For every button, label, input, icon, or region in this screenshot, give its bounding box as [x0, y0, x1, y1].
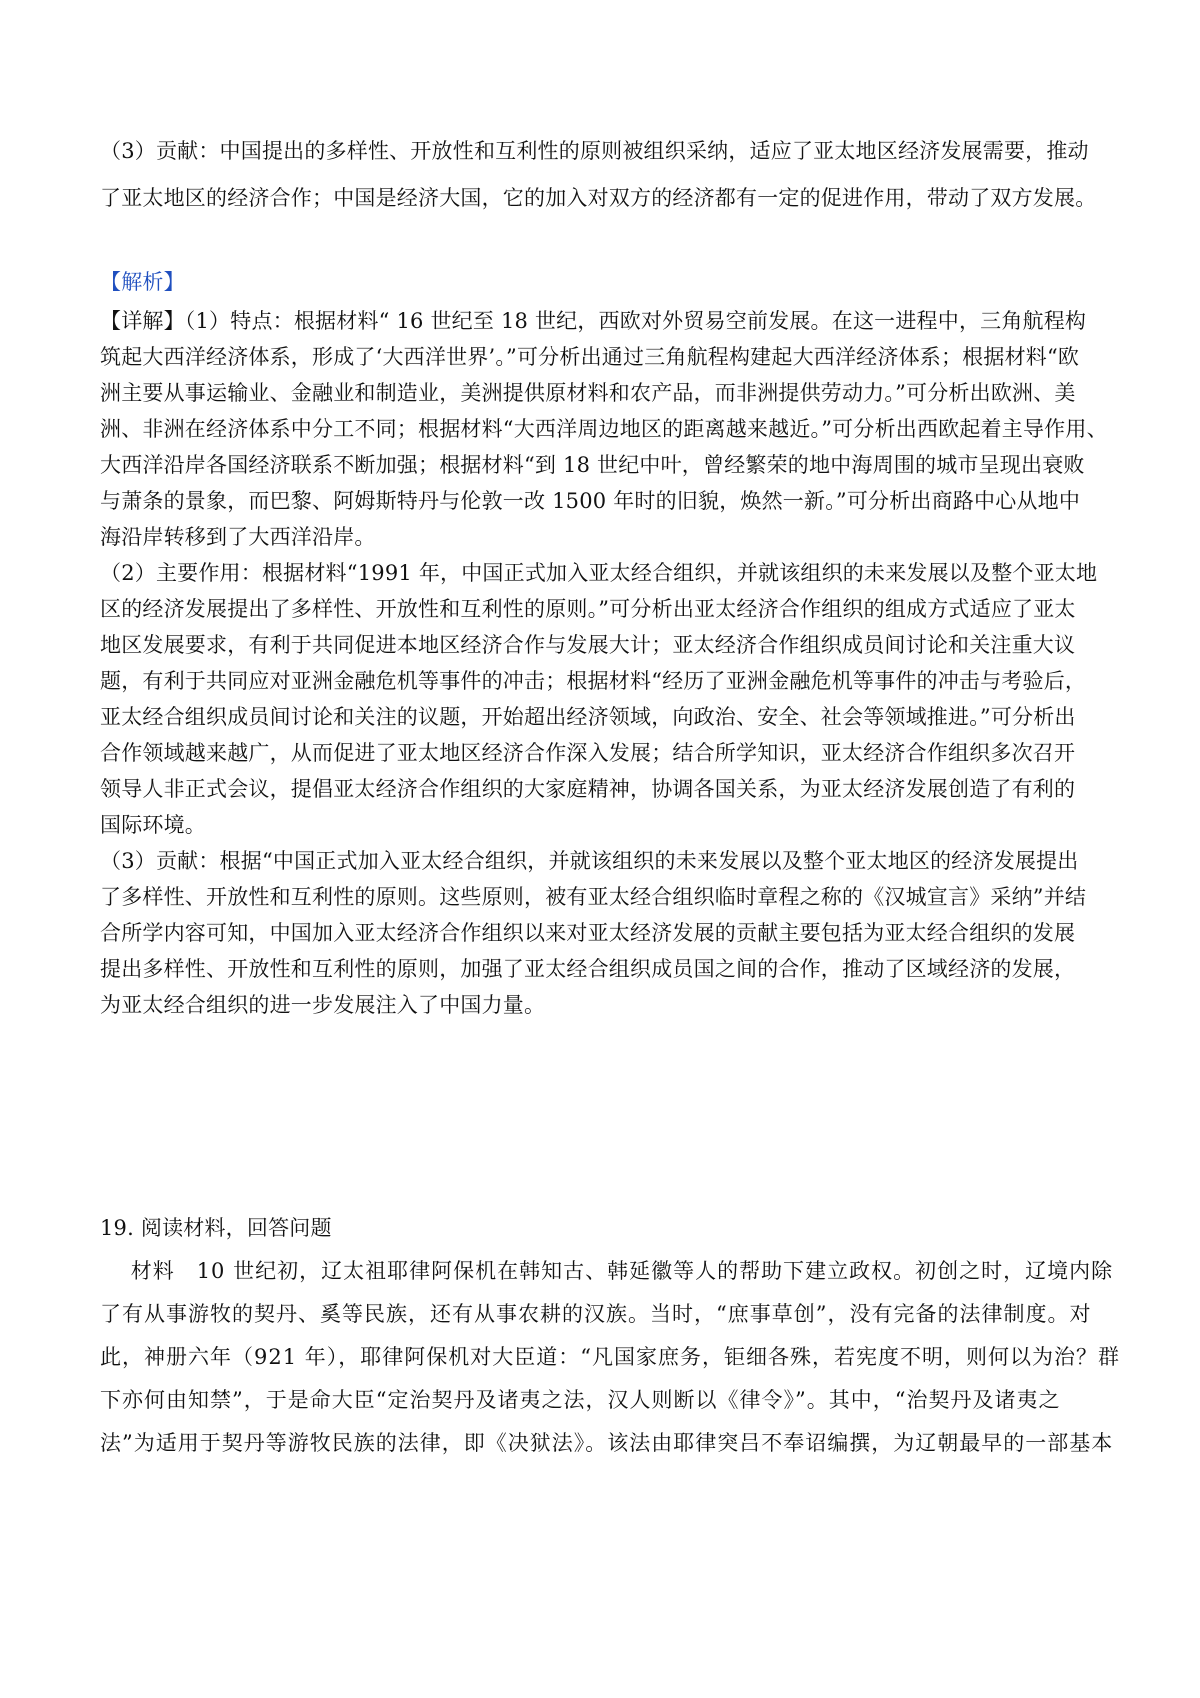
detail-line: 【详解】（1）特点：根据材料“ 16 世纪至 18 世纪，西欧对外贸易空前发展。在这一进程中，三角航程构	[100, 309, 1087, 333]
detail-line: 海沿岸转移到了大西洋沿岸。	[100, 525, 376, 549]
material-line: 了有从事游牧的契丹、奚等民族，还有从事农耕的汉族。当时，“庶事草创”，没有完备的法律制度。对	[100, 1302, 1092, 1326]
detail-line: 亚太经合组织成员间讨论和关注的议题，开始超出经济领域，向政治、安全、社会等领域推进。”可分析出	[100, 705, 1076, 729]
detail-line: 大西洋沿岸各国经济联系不断加强；根据材料“到 18 世纪中叶，曾经繁荣的地中海周围的城市呈现出衰败	[100, 453, 1085, 477]
material-line: 材料 10 世纪初，辽太祖耶律阿保机在韩知古、韩延徽等人的帮助下建立政权。初创之时，辽境内除	[100, 1259, 1114, 1283]
detail-line: 合所学内容可知，中国加入亚太经济合作组织以来对亚太经济发展的贡献主要包括为亚太经合组织的发展	[100, 921, 1076, 945]
question-19-block	[100, 1210, 1120, 1461]
detail-line: 为亚太经合组织的进一步发展注入了中国力量。	[100, 993, 546, 1017]
detail-line: 洲、非洲在经济体系中分工不同；根据材料“大西洋周边地区的距离越来越近。”可分析出西欧起着主导作用、	[100, 417, 1108, 441]
answer-3-line-1: （3）贡献：中国提出的多样性、开放性和互利性的原则被组织采纳，适应了亚太地区经济发展需要，推动	[100, 139, 1089, 163]
detail-line: 区的经济发展提出了多样性、开放性和互利性的原则。”可分析出亚太经济合作组织的组成方式适应了亚太	[100, 597, 1076, 621]
analysis-detail-block	[100, 303, 1108, 1023]
detail-line: 与萧条的景象，而巴黎、阿姆斯特丹与伦敦一改 1500 年时的旧貌，焕然一新。”可分析出商路中心从地中	[100, 489, 1081, 513]
detail-line: 领导人非正式会议，提倡亚太经济合作组织的大家庭精神，协调各国关系，为亚太经济发展创造了有利的	[100, 777, 1076, 801]
detail-line: 提出多样性、开放性和互利性的原则，加强了亚太经合组织成员国之间的合作，推动了区域经济的发展，	[100, 957, 1076, 981]
answer-3-line-2: 了亚太地区的经济合作；中国是经济大国，它的加入对双方的经济都有一定的促进作用，带动了双方发展。	[100, 186, 1097, 210]
detail-line: （2）主要作用：根据材料“1991 年，中国正式加入亚太经合组织，并就该组织的未来发展以及整个亚太地	[100, 561, 1098, 585]
question-19-heading: 19. 阅读材料，回答问题	[100, 1216, 332, 1240]
detail-line: 筑起大西洋经济体系，形成了‘大西洋世界’。”可分析出通过三角航程构建起大西洋经济体系；根据材料“欧	[100, 345, 1080, 369]
analysis-label-block	[100, 264, 1105, 300]
material-line: 法”为适用于契丹等游牧民族的法律，即《决狱法》。该法由耶律突吕不奉诏编撰，为辽朝最早的一部基本	[100, 1431, 1114, 1455]
answer-3-block	[100, 133, 1105, 216]
detail-line: 地区发展要求，有利于共同促进本地区经济合作与发展大计；亚太经济合作组织成员间讨论和关注重大议	[100, 633, 1076, 657]
detail-line: 合作领域越来越广，从而促进了亚太地区经济合作深入发展；结合所学知识，亚太经济合作组织多次召开	[100, 741, 1076, 765]
detail-line: 国际环境。	[100, 813, 206, 837]
material-line: 下亦何由知禁”，于是命大臣“定治契丹及诸夷之法，汉人则断以《律令》”。其中，“治契丹及诸夷之	[100, 1388, 1061, 1412]
analysis-label: 【解析】	[100, 270, 185, 294]
detail-line: 洲主要从事运输业、金融业和制造业，美洲提供原材料和农产品，而非洲提供劳动力。”可分析出欧洲、美	[100, 381, 1076, 405]
detail-line: （3）贡献：根据“中国正式加入亚太经合组织，并就该组织的未来发展以及整个亚太地区的经济发展提出	[100, 849, 1079, 873]
detail-line: 了多样性、开放性和互利性的原则。这些原则，被有亚太经合组织临时章程之称的《汉城宣言》采纳”并结	[100, 885, 1087, 909]
detail-line: 题，有利于共同应对亚洲金融危机等事件的冲击；根据材料“经历了亚洲金融危机等事件的冲击与考验后，	[100, 669, 1087, 693]
material-line: 此，神册六年（921 年），耶律阿保机对大臣道：“凡国家庶务，钜细各殊，若宪度不明，则何以为治？群	[100, 1345, 1120, 1369]
